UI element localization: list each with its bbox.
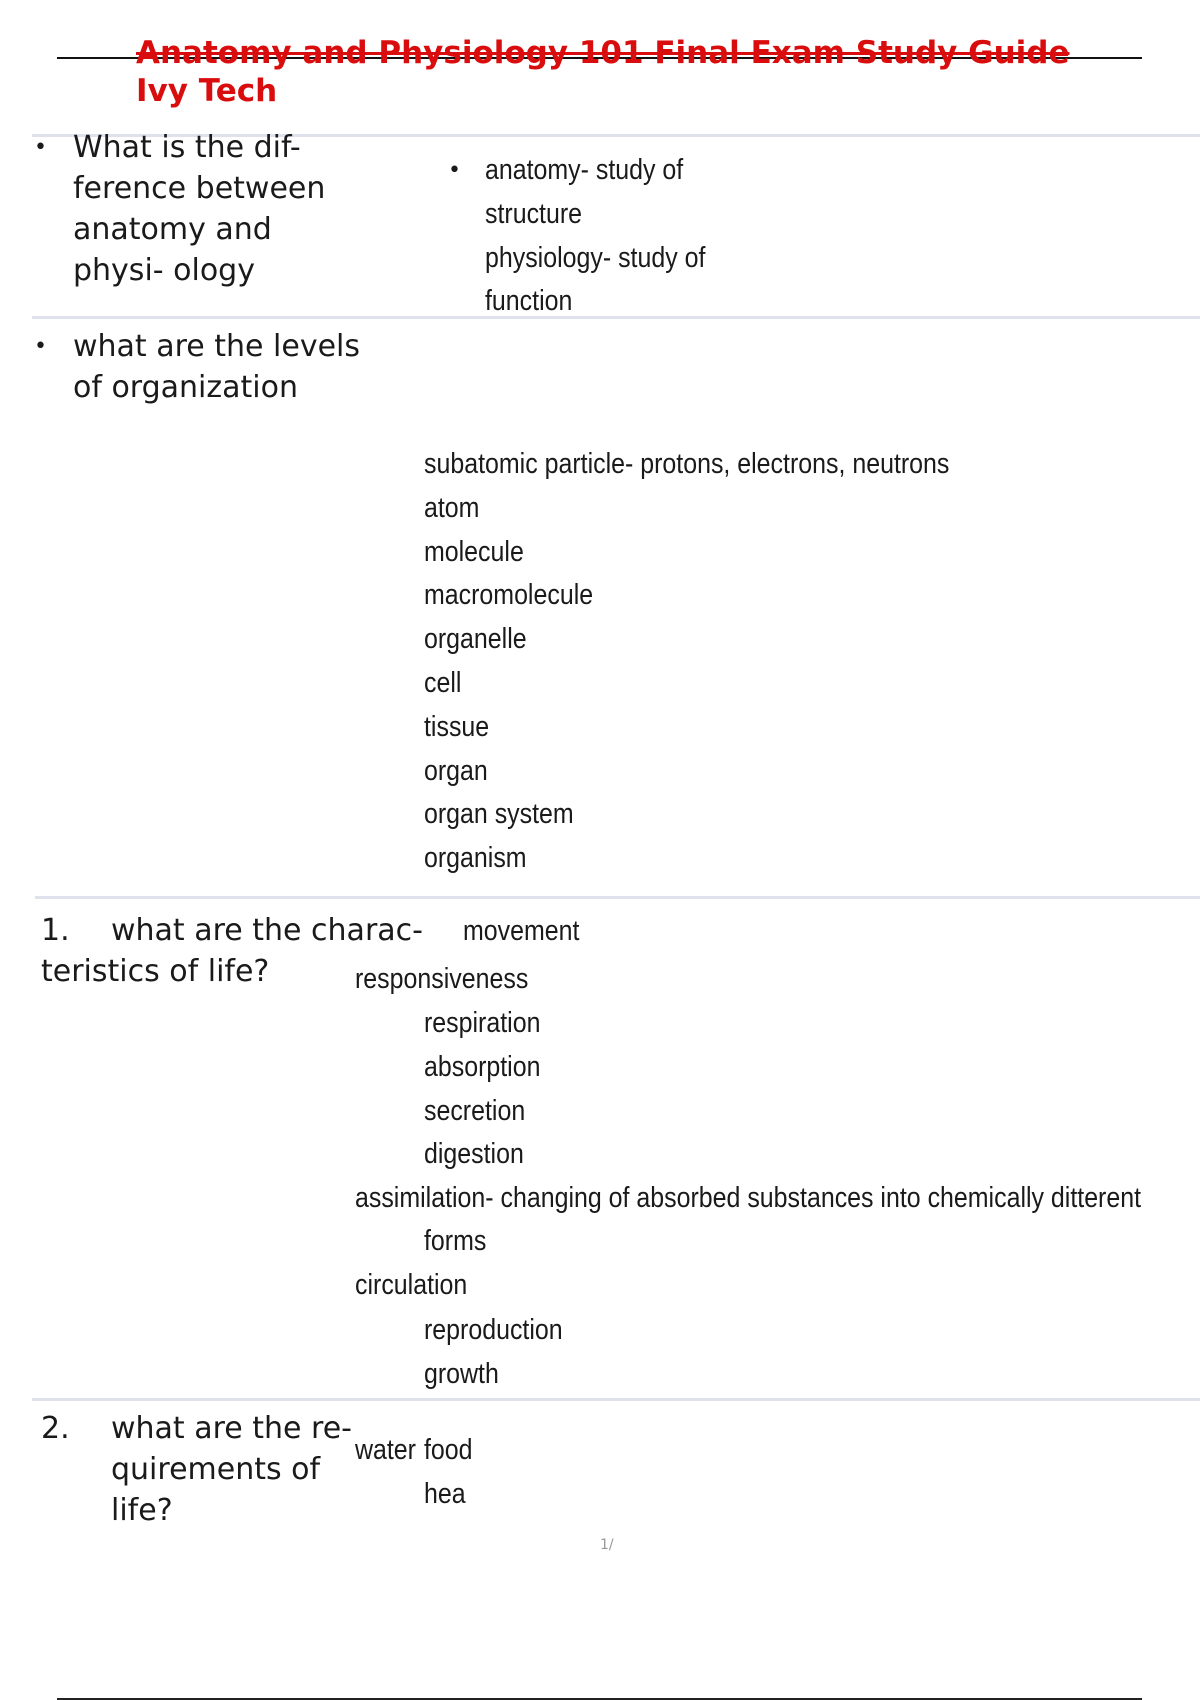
- answer-line: assimilation- changing of absorbed substances into chemically ditterent: [355, 1182, 1142, 1214]
- question-text-continued: [41, 951, 269, 992]
- question-bullet: •: [34, 334, 47, 359]
- answer-line: structure: [485, 197, 583, 230]
- answer-line: organelle: [424, 623, 527, 656]
- answer-text: [424, 1309, 563, 1397]
- answer-line: hea: [424, 1478, 466, 1510]
- answer-line: respiration: [424, 1007, 541, 1039]
- question-number: 1.: [41, 913, 70, 948]
- question-bullet: •: [34, 135, 47, 160]
- question-text: [73, 326, 360, 408]
- answer-line: absorption: [424, 1050, 541, 1083]
- answer-line: atom: [424, 491, 480, 524]
- answer-line: function: [485, 285, 573, 318]
- document-title: Anatomy and Physiology 101 Final Exam Study Guide: [136, 35, 1070, 71]
- answer-line: cell: [424, 666, 462, 699]
- question-number: 2.: [41, 1411, 70, 1446]
- section-divider: [32, 1398, 1200, 1401]
- answer-line: circulation: [355, 1269, 468, 1301]
- question-line: life?: [111, 1493, 173, 1528]
- answer-line: food: [424, 1434, 473, 1466]
- answer-line: organ: [424, 754, 488, 787]
- answer-line: molecule: [424, 535, 524, 568]
- question-text: [73, 127, 325, 291]
- answer-line: water: [355, 1434, 416, 1466]
- answer-bullet: •: [448, 158, 461, 183]
- question-line: ference between: [73, 171, 326, 206]
- answer-line: tissue: [424, 710, 490, 743]
- answer-line: forms: [424, 1225, 487, 1257]
- question-line: quirements of: [111, 1452, 321, 1487]
- section-divider: [32, 316, 1200, 319]
- question-line: what are the charac-: [111, 913, 423, 948]
- question-line: What is the dif-: [73, 130, 301, 165]
- section-divider: [35, 896, 1200, 899]
- answer-line: organism: [424, 842, 527, 875]
- answer-line: responsiveness: [355, 963, 529, 995]
- answer-line: reproduction: [424, 1314, 563, 1346]
- answer-line: growth: [424, 1357, 499, 1390]
- answer-line: subatomic particle- protons, electrons, neutrons: [424, 448, 950, 480]
- question-line: anatomy and: [73, 212, 272, 247]
- answer-text: [424, 1002, 540, 1177]
- question-line: physi- ology: [73, 253, 255, 288]
- question-text: [111, 910, 423, 951]
- page-number: 1/: [600, 1537, 614, 1553]
- answer-line: anatomy- study of: [485, 154, 684, 186]
- question-line: what are the re-: [111, 1411, 353, 1446]
- answer-line: physiology- study of: [485, 241, 706, 274]
- answer-text: [424, 443, 949, 881]
- question-text: [111, 1408, 352, 1531]
- document-subtitle: Ivy Tech: [136, 73, 278, 109]
- answer-line: movement: [463, 915, 580, 947]
- answer-text: [485, 149, 705, 324]
- question-line: teristics of life?: [41, 954, 270, 989]
- question-line: what are the levels: [73, 329, 361, 364]
- answer-line: digestion: [424, 1138, 524, 1171]
- question-line: of organization: [73, 370, 298, 405]
- answer-line: macromolecule: [424, 579, 594, 612]
- answer-line: organ system: [424, 798, 574, 831]
- answer-line: secretion: [424, 1094, 526, 1127]
